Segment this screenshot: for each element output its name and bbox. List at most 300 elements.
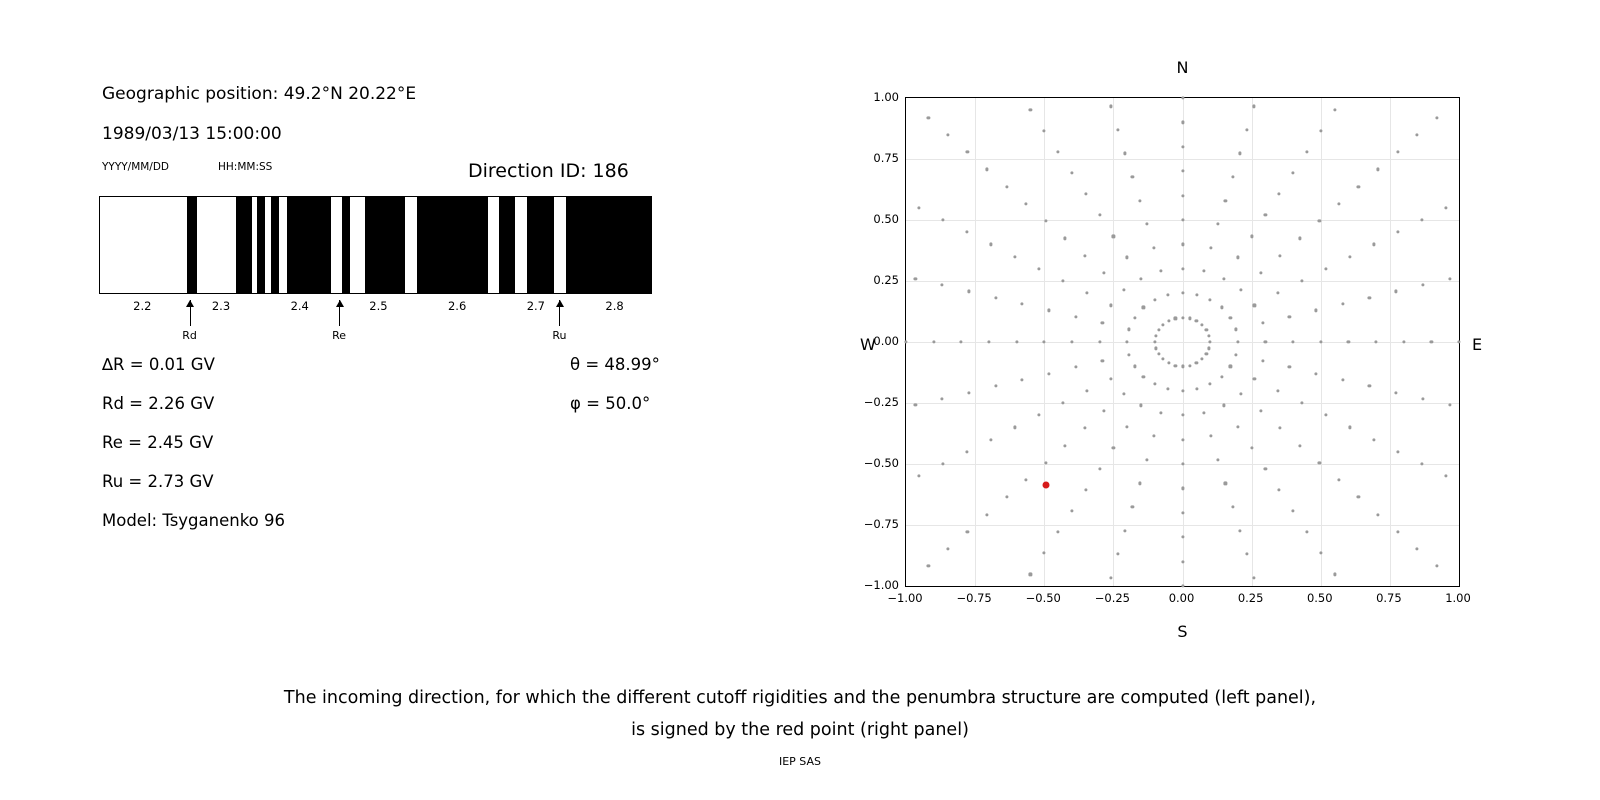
direction-point: [1109, 576, 1112, 579]
direction-point: [1238, 152, 1241, 155]
penumbra-tick-label: 2.4: [290, 299, 309, 313]
direction-point: [1056, 531, 1059, 534]
direction-point: [1133, 316, 1136, 319]
direction-point: [1264, 340, 1267, 343]
penumbra-band-forbidden: [417, 197, 488, 293]
x-axis-tick-label: −0.50: [1025, 591, 1061, 605]
penumbra-band-forbidden: [271, 197, 279, 293]
compass-east-label: E: [1472, 335, 1483, 354]
direction-point: [1278, 488, 1281, 491]
direction-point: [1376, 513, 1379, 516]
direction-point: [966, 530, 969, 533]
direction-point: [1152, 435, 1155, 438]
direction-point: [1021, 378, 1024, 381]
direction-point: [1448, 277, 1451, 280]
direction-point: [1252, 105, 1255, 108]
direction-point: [1202, 270, 1205, 273]
direction-point: [1153, 298, 1156, 301]
y-axis-tick-label: −0.50: [863, 456, 899, 470]
compass-west-label: W: [860, 335, 876, 354]
direction-point: [1161, 358, 1164, 361]
penumbra-marker-label: Ru: [552, 329, 567, 342]
direction-point: [1357, 185, 1360, 188]
direction-point: [1420, 462, 1423, 465]
re-value: Re = 2.45 GV: [102, 433, 214, 452]
direction-point: [1138, 199, 1141, 202]
gridline-horizontal: [906, 159, 1459, 160]
direction-point: [1181, 584, 1184, 587]
direction-point: [1240, 392, 1243, 395]
direction-point: [1024, 478, 1027, 481]
direction-point: [1314, 309, 1317, 312]
direction-point: [1083, 427, 1086, 430]
direction-point: [941, 284, 944, 287]
direction-point: [1153, 340, 1156, 343]
penumbra-band-forbidden: [566, 197, 651, 293]
direction-point: [1208, 347, 1211, 350]
direction-point: [1181, 96, 1184, 99]
penumbra-tick-label: 2.5: [369, 299, 388, 313]
direction-point: [1061, 401, 1064, 404]
geographic-position-label: Geographic position: 49.2°N 20.22°E: [102, 84, 417, 104]
direction-point: [918, 475, 921, 478]
direction-id-label: Direction ID: 186: [468, 160, 629, 182]
x-axis-tick-label: −0.75: [956, 591, 992, 605]
direction-point: [1084, 488, 1087, 491]
direction-point: [1222, 277, 1225, 280]
selected-direction-point[interactable]: [1043, 481, 1050, 488]
direction-point: [1029, 573, 1032, 576]
direction-point: [1448, 404, 1451, 407]
direction-point: [1264, 214, 1267, 217]
direction-point: [1167, 388, 1170, 391]
direction-point: [1236, 425, 1239, 428]
gridline-horizontal: [906, 525, 1459, 526]
direction-point: [1161, 323, 1164, 326]
direction-point: [1222, 404, 1225, 407]
direction-point: [1234, 328, 1237, 331]
penumbra-tick-label: 2.8: [605, 299, 624, 313]
x-axis-tick-label: 0.75: [1376, 591, 1402, 605]
direction-point: [1396, 530, 1399, 533]
direction-point: [1301, 279, 1304, 282]
direction-point: [1181, 365, 1184, 368]
direction-point: [1217, 458, 1220, 461]
direction-point: [914, 277, 917, 280]
direction-point: [1253, 377, 1256, 380]
y-axis-tick-label: 0.25: [873, 273, 899, 287]
direction-point: [1209, 340, 1212, 343]
direction-point: [1181, 438, 1184, 441]
direction-point: [1341, 378, 1344, 381]
arrow-up-icon: [339, 300, 340, 326]
direction-point: [1064, 237, 1067, 240]
direction-point: [1278, 192, 1281, 195]
direction-point: [1109, 377, 1112, 380]
direction-point: [960, 340, 963, 343]
direction-point: [1444, 475, 1447, 478]
direction-point: [1127, 353, 1130, 356]
direction-point: [1337, 202, 1340, 205]
direction-point: [946, 133, 949, 136]
direction-point: [1122, 392, 1125, 395]
direction-point: [1181, 218, 1184, 221]
right-panel: [800, 0, 1600, 660]
penumbra-band-forbidden: [499, 197, 515, 293]
direction-point: [1181, 560, 1184, 563]
direction-point: [1127, 328, 1130, 331]
direction-point: [1024, 202, 1027, 205]
phi-value: φ = 50.0°: [570, 394, 651, 413]
direction-point: [1224, 482, 1227, 485]
direction-point: [1122, 289, 1125, 292]
direction-point: [1124, 529, 1127, 532]
compass-north-label: N: [1176, 58, 1189, 77]
direction-point: [1245, 553, 1248, 556]
direction-point: [1298, 237, 1301, 240]
direction-point: [1264, 467, 1267, 470]
delta-r-value: ∆R = 0.01 GV: [102, 355, 215, 374]
direction-point: [1131, 505, 1134, 508]
theta-value: θ = 48.99°: [570, 355, 660, 374]
direction-point: [989, 243, 992, 246]
direction-point: [946, 547, 949, 550]
direction-point: [1292, 509, 1295, 512]
penumbra-band-forbidden: [527, 197, 554, 293]
direction-point: [1259, 409, 1262, 412]
direction-point: [1250, 446, 1253, 449]
direction-point: [1043, 340, 1046, 343]
direction-point: [1181, 267, 1184, 270]
direction-point: [1181, 243, 1184, 246]
penumbra-band-forbidden: [187, 197, 197, 293]
direction-point: [1301, 401, 1304, 404]
direction-point: [1085, 389, 1088, 392]
direction-point: [1337, 478, 1340, 481]
direction-point: [1430, 340, 1433, 343]
direction-point: [1349, 255, 1352, 258]
direction-point: [1181, 511, 1184, 514]
y-axis-tick-label: 0.75: [873, 151, 899, 165]
direction-point: [1333, 573, 1336, 576]
direction-point: [1435, 565, 1438, 568]
direction-point: [1288, 366, 1291, 369]
direction-point: [1083, 254, 1086, 257]
direction-point: [1277, 292, 1280, 295]
direction-point: [1159, 270, 1162, 273]
direction-point: [1047, 372, 1050, 375]
direction-point: [1181, 121, 1184, 124]
x-axis-tick-label: 0.00: [1168, 591, 1195, 605]
direction-point: [1037, 267, 1040, 270]
x-axis-tick-label: −0.25: [1094, 591, 1130, 605]
direction-point: [1109, 105, 1112, 108]
direction-point: [1070, 171, 1073, 174]
direction-point: [1305, 150, 1308, 153]
direction-point: [1319, 340, 1322, 343]
direction-point: [1217, 223, 1220, 226]
direction-point: [1157, 328, 1160, 331]
direction-point: [1435, 116, 1438, 119]
direction-point: [1181, 292, 1184, 295]
direction-point: [1240, 289, 1243, 292]
direction-point: [1250, 235, 1253, 238]
direction-point: [1181, 316, 1184, 319]
direction-point: [1181, 462, 1184, 465]
direction-point: [941, 462, 944, 465]
direction-point: [1372, 243, 1375, 246]
direction-point: [1181, 487, 1184, 490]
direction-point: [1396, 151, 1399, 154]
direction-point: [1210, 246, 1213, 249]
direction-point: [1167, 293, 1170, 296]
direction-point: [1305, 531, 1308, 534]
direction-point: [1159, 411, 1162, 414]
direction-point: [941, 218, 944, 221]
direction-point: [1210, 435, 1213, 438]
direction-point: [1259, 271, 1262, 274]
direction-point: [1231, 175, 1234, 178]
direction-point: [1074, 315, 1077, 318]
penumbra-spectrum-chart: [99, 196, 652, 294]
direction-point: [1395, 391, 1398, 394]
direction-point: [1174, 317, 1177, 320]
direction-point: [1070, 509, 1073, 512]
direction-point: [1085, 292, 1088, 295]
direction-point: [1116, 553, 1119, 556]
direction-point: [1229, 316, 1232, 319]
penumbra-marker-label: Rd: [182, 329, 197, 342]
penumbra-tick-label: 2.3: [211, 299, 231, 313]
y-axis-tick-label: −0.75: [863, 517, 899, 531]
left-panel: [0, 0, 800, 660]
caption-line-2: is signed by the red point (right panel): [631, 720, 969, 740]
gridline-horizontal: [906, 281, 1459, 282]
direction-point: [1195, 388, 1198, 391]
direction-point: [1325, 414, 1328, 417]
direction-point: [1098, 340, 1101, 343]
direction-point: [1220, 375, 1223, 378]
direction-point: [1013, 255, 1016, 258]
direction-point: [914, 404, 917, 407]
direction-point: [1116, 128, 1119, 131]
direction-point: [1056, 150, 1059, 153]
direction-point: [1457, 340, 1460, 343]
direction-point: [1112, 235, 1115, 238]
direction-point: [1288, 315, 1291, 318]
direction-point: [1220, 306, 1223, 309]
date-format-hint: YYYY/MM/DD: [102, 161, 170, 173]
direction-point: [1376, 168, 1379, 171]
direction-point: [1395, 290, 1398, 293]
direction-point: [1261, 359, 1264, 362]
direction-point: [1341, 303, 1344, 306]
direction-point: [965, 450, 968, 453]
direction-point: [985, 513, 988, 516]
y-axis-tick-label: 0.00: [873, 334, 899, 348]
direction-point: [1261, 321, 1264, 324]
direction-point: [1314, 372, 1317, 375]
direction-point: [1202, 411, 1205, 414]
direction-point: [1084, 192, 1087, 195]
direction-point: [1044, 220, 1047, 223]
direction-point: [1142, 375, 1145, 378]
direction-point: [1103, 271, 1106, 274]
x-axis-tick-label: 0.50: [1306, 591, 1333, 605]
direction-point: [1279, 254, 1282, 257]
direction-point: [1252, 576, 1255, 579]
direction-point: [1101, 321, 1104, 324]
direction-point: [1103, 409, 1106, 412]
direction-point: [1188, 317, 1191, 320]
direction-point: [1205, 353, 1208, 356]
direction-point: [1181, 389, 1184, 392]
model-label: Model: Tsyganenko 96: [102, 511, 286, 530]
direction-point: [1292, 171, 1295, 174]
direction-point: [1181, 170, 1184, 173]
direction-point: [1333, 108, 1336, 111]
direction-point: [918, 206, 921, 209]
direction-point: [1238, 529, 1241, 532]
direction-point: [1154, 334, 1157, 337]
penumbra-axis: [99, 294, 652, 354]
penumbra-band-forbidden: [236, 197, 252, 293]
direction-point: [1347, 340, 1350, 343]
direction-point: [1154, 347, 1157, 350]
direction-point: [1319, 552, 1322, 555]
direction-point: [1112, 446, 1115, 449]
ru-value: Ru = 2.73 GV: [102, 472, 214, 491]
direction-point: [1043, 129, 1046, 132]
direction-point: [1402, 340, 1405, 343]
y-axis-tick-label: −1.00: [863, 578, 899, 592]
direction-point: [966, 151, 969, 154]
direction-point: [1181, 194, 1184, 197]
direction-point: [1195, 319, 1198, 322]
penumbra-band-forbidden: [365, 197, 404, 293]
direction-sky-map-chart: [905, 97, 1460, 587]
direction-point: [1126, 425, 1129, 428]
direction-point: [927, 116, 930, 119]
direction-point: [1139, 404, 1142, 407]
direction-point: [1124, 152, 1127, 155]
direction-point: [1037, 414, 1040, 417]
direction-point: [1374, 340, 1377, 343]
direction-point: [1277, 389, 1280, 392]
direction-point: [1139, 277, 1142, 280]
direction-point: [1021, 303, 1024, 306]
direction-point: [1236, 340, 1239, 343]
direction-point: [1043, 552, 1046, 555]
penumbra-band-forbidden: [257, 197, 265, 293]
direction-point: [1209, 298, 1212, 301]
direction-point: [1421, 397, 1424, 400]
direction-point: [1174, 364, 1177, 367]
direction-point: [1109, 304, 1112, 307]
direction-point: [1416, 547, 1419, 550]
direction-point: [1064, 444, 1067, 447]
penumbra-tick-label: 2.2: [133, 299, 152, 313]
direction-point: [1421, 284, 1424, 287]
penumbra-band-forbidden: [287, 197, 330, 293]
figure-caption: [0, 682, 1600, 746]
direction-point: [1098, 467, 1101, 470]
x-axis-tick-label: 0.25: [1237, 591, 1264, 605]
direction-point: [1420, 218, 1423, 221]
direction-point: [1074, 366, 1077, 369]
direction-point: [1279, 427, 1282, 430]
direction-point: [967, 391, 970, 394]
direction-point: [1231, 505, 1234, 508]
penumbra-marker-label: Re: [332, 329, 347, 342]
penumbra-tick-label: 2.7: [526, 299, 546, 313]
direction-point: [1145, 458, 1148, 461]
rd-value: Rd = 2.26 GV: [102, 394, 215, 413]
direction-point: [1167, 319, 1170, 322]
direction-point: [1292, 340, 1295, 343]
direction-point: [987, 340, 990, 343]
direction-point: [1253, 304, 1256, 307]
direction-point: [1349, 426, 1352, 429]
direction-point: [1396, 450, 1399, 453]
direction-point: [1234, 353, 1237, 356]
direction-point: [1208, 334, 1211, 337]
direction-point: [1181, 414, 1184, 417]
direction-point: [1195, 293, 1198, 296]
direction-point: [1200, 358, 1203, 361]
direction-point: [985, 168, 988, 171]
direction-point: [1181, 145, 1184, 148]
direction-point: [941, 397, 944, 400]
direction-point: [994, 385, 997, 388]
direction-point: [994, 296, 997, 299]
direction-point: [1236, 256, 1239, 259]
datetime-label: 1989/03/13 15:00:00: [102, 124, 282, 144]
direction-point: [1142, 306, 1145, 309]
penumbra-band-forbidden: [342, 197, 350, 293]
direction-point: [1396, 231, 1399, 234]
arrow-up-icon: [559, 300, 560, 326]
direction-point: [1188, 364, 1191, 367]
y-axis-tick-label: 1.00: [873, 90, 899, 104]
direction-point: [1368, 296, 1371, 299]
direction-point: [1209, 383, 1212, 386]
x-axis-tick-label: 1.00: [1445, 591, 1471, 605]
direction-point: [967, 290, 970, 293]
direction-point: [1298, 444, 1301, 447]
penumbra-tick-label: 2.6: [447, 299, 467, 313]
direction-point: [1195, 362, 1198, 365]
direction-point: [932, 340, 935, 343]
direction-point: [1029, 108, 1032, 111]
direction-point: [1015, 340, 1018, 343]
direction-point: [904, 340, 907, 343]
direction-point: [1126, 340, 1129, 343]
direction-point: [1005, 185, 1008, 188]
direction-point: [1131, 175, 1134, 178]
direction-point: [1013, 426, 1016, 429]
direction-point: [1138, 482, 1141, 485]
direction-point: [1061, 279, 1064, 282]
y-axis-tick-label: 0.50: [873, 212, 899, 226]
direction-point: [1200, 323, 1203, 326]
direction-point: [1126, 256, 1129, 259]
direction-point: [1357, 496, 1360, 499]
direction-point: [965, 231, 968, 234]
direction-point: [1047, 309, 1050, 312]
direction-point: [1145, 223, 1148, 226]
direction-point: [1368, 385, 1371, 388]
